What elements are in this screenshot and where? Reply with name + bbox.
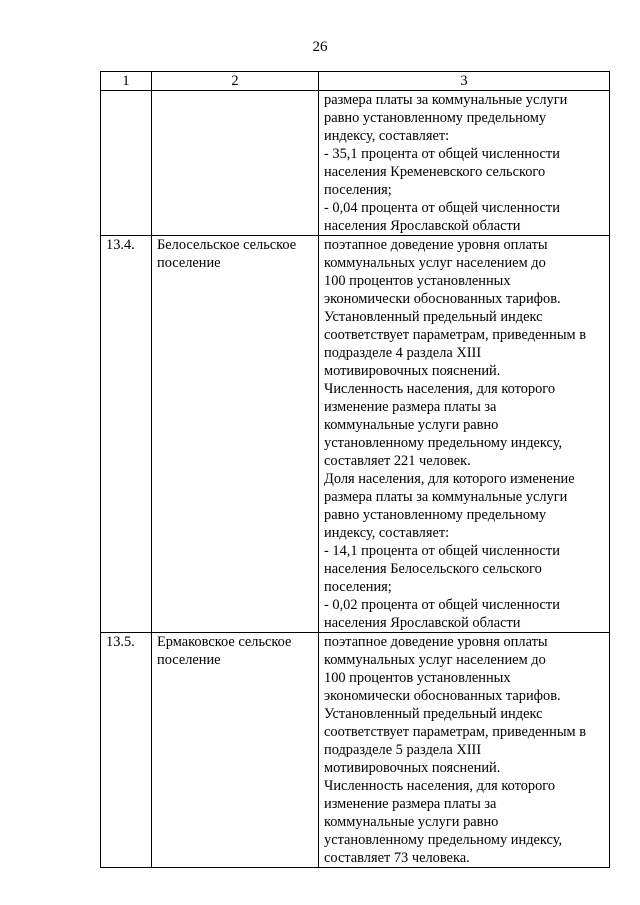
text-line: соответствует параметрам, приведенным в bbox=[324, 327, 586, 343]
text-line: населения Ярославской области bbox=[324, 218, 521, 234]
text-line: установленному предельному индексу, bbox=[324, 435, 563, 451]
text-line: поселения; bbox=[324, 182, 392, 198]
text-line: - 35,1 процента от общей численности bbox=[324, 146, 560, 162]
text-line: Установленный предельный индекс bbox=[324, 309, 543, 325]
text-line: размера платы за коммунальные услуги bbox=[324, 489, 568, 505]
text-line: экономически обоснованных тарифов. bbox=[324, 688, 561, 704]
text-line: коммунальные услуги равно bbox=[324, 417, 499, 433]
text-line: индексу, составляет: bbox=[324, 128, 450, 144]
text-line: установленному предельному индексу, bbox=[324, 832, 563, 848]
text-line: равно установленному предельному bbox=[324, 110, 547, 126]
settlement-name-line: Ермаковское сельское bbox=[157, 634, 292, 650]
text-line: - 0,02 процента от общей численности bbox=[324, 597, 560, 613]
row-number-cell: 13.4. bbox=[101, 236, 152, 633]
text-line: населения Ярославской области bbox=[324, 615, 521, 631]
text-line: Численность населения, для которого bbox=[324, 778, 556, 794]
text-line: размера платы за коммунальные услуги bbox=[324, 92, 568, 108]
text-line: подразделе 5 раздела XIII bbox=[324, 742, 482, 758]
measure-text-cell bbox=[319, 633, 610, 868]
settlement-name-line: поселение bbox=[157, 652, 221, 668]
text-line: - 14,1 процента от общей численности bbox=[324, 543, 560, 559]
text-line: Численность населения, для которого bbox=[324, 381, 556, 397]
measure-text-cell bbox=[319, 91, 610, 236]
text-line: изменение размера платы за bbox=[324, 399, 497, 415]
text-line: изменение размера платы за bbox=[324, 796, 497, 812]
row-number-cell bbox=[101, 91, 152, 236]
text-line: экономически обоснованных тарифов. bbox=[324, 291, 561, 307]
text-line: подразделе 4 раздела XIII bbox=[324, 345, 482, 361]
table-row-continuation bbox=[101, 91, 610, 236]
text-line: населения Белосельского сельского bbox=[324, 561, 542, 577]
table-row-13-5 bbox=[101, 633, 610, 868]
text-line: 100 процентов установленных bbox=[324, 670, 511, 686]
settlement-name-line: Белосельское сельское bbox=[157, 237, 297, 253]
text-line: Установленный предельный индекс bbox=[324, 706, 543, 722]
text-line: индексу, составляет: bbox=[324, 525, 450, 541]
table-header-row bbox=[101, 72, 610, 91]
header-col-1: 1 bbox=[101, 72, 152, 91]
text-line: мотивировочных пояснений. bbox=[324, 760, 501, 776]
text-line: равно установленному предельному bbox=[324, 507, 547, 523]
text-line: составляет 221 человек. bbox=[324, 453, 471, 469]
regulation-table bbox=[100, 71, 610, 868]
text-line: коммунальные услуги равно bbox=[324, 814, 499, 830]
page-number: 26 bbox=[312, 39, 328, 55]
text-line: мотивировочных пояснений. bbox=[324, 363, 501, 379]
settlement-name-cell bbox=[152, 633, 319, 868]
text-line: поэтапное доведение уровня оплаты bbox=[324, 634, 548, 650]
text-line: населения Кременевского сельского bbox=[324, 164, 546, 180]
text-line: поэтапное доведение уровня оплаты bbox=[324, 237, 548, 253]
settlement-name-cell bbox=[152, 236, 319, 633]
text-line: поселения; bbox=[324, 579, 392, 595]
measure-text-cell bbox=[319, 236, 610, 633]
header-col-2: 2 bbox=[152, 72, 319, 91]
text-line: 100 процентов установленных bbox=[324, 273, 511, 289]
table-row-13-4 bbox=[101, 236, 610, 633]
text-line: коммунальных услуг населением до bbox=[324, 255, 546, 271]
settlement-name-line: поселение bbox=[157, 255, 221, 271]
header-col-3: 3 bbox=[319, 72, 610, 91]
text-line: - 0,04 процента от общей численности bbox=[324, 200, 560, 216]
text-line: соответствует параметрам, приведенным в bbox=[324, 724, 586, 740]
settlement-name-cell bbox=[152, 91, 319, 236]
row-number-cell: 13.5. bbox=[101, 633, 152, 868]
text-line: составляет 73 человека. bbox=[324, 850, 470, 866]
text-line: коммунальных услуг населением до bbox=[324, 652, 546, 668]
text-line: Доля населения, для которого изменение bbox=[324, 471, 575, 487]
